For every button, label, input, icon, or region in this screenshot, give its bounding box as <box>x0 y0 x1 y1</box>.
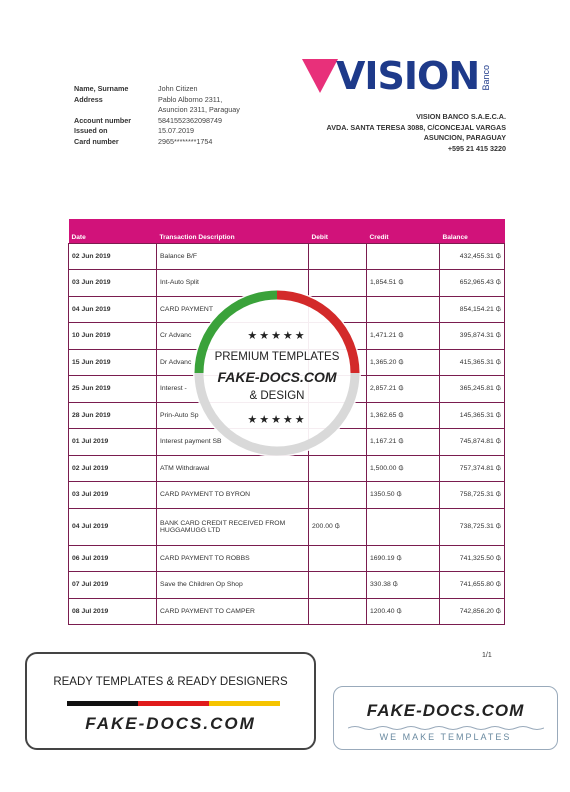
holder-label <box>74 105 158 116</box>
holder-value: 2965********1754 <box>158 136 213 146</box>
holder-row <box>74 105 240 116</box>
row-balance: 741,325.50 ₲ <box>440 545 505 572</box>
bank-line: VISION BANCO S.A.E.C.A. <box>416 112 506 121</box>
table-row <box>69 243 505 270</box>
row-balance: 854,154.21 ₲ <box>440 296 505 323</box>
row-description: Balance B/F <box>157 243 309 270</box>
row-debit <box>309 545 367 572</box>
stamp-stars-bottom: ★★★★★ <box>247 414 307 426</box>
row-balance: 758,725.31 ₲ <box>440 482 505 509</box>
bank-line: ASUNCION, PARAGUAY <box>423 133 506 143</box>
bank-line: +595 21 415 3220 <box>447 143 506 153</box>
row-description: Interest payment SB <box>157 429 309 456</box>
row-description: Interest - <box>157 376 309 403</box>
row-credit: 1200.40 ₲ <box>367 598 440 625</box>
row-date: 06 Jul 2019 <box>69 545 157 572</box>
holder-label: Card number <box>74 136 119 146</box>
holder-value: 5841552362098749 <box>158 115 222 125</box>
holder-label: Address <box>74 94 103 104</box>
row-credit: 1,471.21 ₲ <box>367 323 440 350</box>
stamp-line-2: FAKE-DOCS.COM <box>217 369 337 385</box>
row-date: 10 Jun 2019 <box>69 323 157 350</box>
row-credit: 1,362.65 ₲ <box>367 402 440 429</box>
row-date: 15 Jun 2019 <box>69 349 157 376</box>
row-date: 02 Jul 2019 <box>69 455 157 482</box>
row-credit <box>367 243 440 270</box>
holder-row <box>74 116 240 127</box>
row-balance: 745,874.81 ₲ <box>440 429 505 456</box>
header-debit: Debit <box>309 219 367 243</box>
flag-stripe-black <box>67 701 138 706</box>
holder-label: Account number <box>74 115 132 125</box>
table-row <box>69 598 505 625</box>
watermark-stamp <box>193 289 361 457</box>
row-balance: 145,365.31 ₲ <box>440 402 505 429</box>
row-description: CARD PAYMENT TO BYRON <box>157 482 309 509</box>
header-balance: Balance <box>440 219 505 243</box>
header-date: Date <box>69 219 157 243</box>
row-date: 07 Jul 2019 <box>69 572 157 599</box>
bank-logo <box>302 54 492 98</box>
row-credit: 1350.50 ₲ <box>367 482 440 509</box>
row-balance: 742,856.20 ₲ <box>440 598 505 625</box>
holder-row <box>74 84 240 95</box>
table-row <box>69 455 505 482</box>
row-balance: 652,965.43 ₲ <box>440 270 505 297</box>
row-description: Int-Auto Split <box>157 270 309 297</box>
row-debit <box>309 572 367 599</box>
row-debit <box>309 598 367 625</box>
row-credit <box>367 508 440 545</box>
table-row <box>69 508 505 545</box>
row-description: Cr Advanc <box>157 323 309 350</box>
banner-brand: FAKE-DOCS.COM <box>366 701 525 720</box>
row-description: Dr Advanc <box>157 349 309 376</box>
logo-word: VISION <box>336 54 480 98</box>
row-debit <box>309 482 367 509</box>
holder-label: Issued on <box>74 126 108 136</box>
row-description: CARD PAYMENT TO CAMPER <box>157 598 309 625</box>
row-balance: 741,655.80 ₲ <box>440 572 505 599</box>
row-debit <box>309 455 367 482</box>
promo-banner-left <box>25 652 316 750</box>
row-balance: 415,365.31 ₲ <box>440 349 505 376</box>
row-description: ATM Withdrawal <box>157 455 309 482</box>
row-credit: 1,854.51 ₲ <box>367 270 440 297</box>
row-credit: 2,857.21 ₲ <box>367 376 440 403</box>
row-date: 04 Jun 2019 <box>69 296 157 323</box>
row-balance: 432,455.31 ₲ <box>440 243 505 270</box>
row-credit <box>367 296 440 323</box>
row-date: 03 Jun 2019 <box>69 270 157 297</box>
row-date: 28 Jun 2019 <box>69 402 157 429</box>
holder-row <box>74 95 240 106</box>
row-balance: 757,374.81 ₲ <box>440 455 505 482</box>
account-holder-info <box>74 84 240 148</box>
holder-value: John Citizen <box>158 84 198 93</box>
bank-line: AVDA. SANTA TERESA 3088, C/CONCEJAL VARGAS <box>326 122 506 132</box>
row-balance: 395,874.31 ₲ <box>440 323 505 350</box>
bank-address <box>327 112 506 154</box>
banner-tagline: READY TEMPLATES & READY DESIGNERS <box>53 676 288 688</box>
stamp-line-1: PREMIUM TEMPLATES <box>214 351 340 363</box>
logo-v-mark-icon <box>302 59 338 93</box>
row-date: 08 Jul 2019 <box>69 598 157 625</box>
table-row <box>69 545 505 572</box>
row-credit: 330.38 ₲ <box>367 572 440 599</box>
banner-slogan: WE MAKE TEMPLATES <box>379 732 512 742</box>
row-debit: 200.00 ₲ <box>309 508 367 545</box>
row-description: Save the Children Op Shop <box>157 572 309 599</box>
holder-value: 15.07.2019 <box>158 126 194 136</box>
row-credit: 1,500.00 ₲ <box>367 455 440 482</box>
stamp-stars-top: ★★★★★ <box>247 330 307 342</box>
row-credit: 1,167.21 ₲ <box>367 429 440 456</box>
holder-row <box>74 126 240 137</box>
stamp-line-3: & DESIGN <box>249 390 305 402</box>
row-description: CARD PAYMENT TO ROBBS <box>157 545 309 572</box>
row-description: CARD PAYMENT <box>157 296 309 323</box>
row-date: 25 Jun 2019 <box>69 376 157 403</box>
table-header-row <box>69 219 505 243</box>
row-date: 02 Jun 2019 <box>69 243 157 270</box>
wave-line-icon <box>348 725 544 731</box>
banner-brand: FAKE-DOCS.COM <box>85 714 256 733</box>
flag-stripe-red <box>138 701 209 706</box>
row-description: BANK CARD CREDIT RECEIVED FROM HUGGAMUGG LTD <box>157 508 309 545</box>
row-balance: 738,725.31 ₲ <box>440 508 505 545</box>
table-row <box>69 572 505 599</box>
holder-label: Name, Surname <box>74 84 129 93</box>
header-credit: Credit <box>367 219 440 243</box>
row-date: 03 Jul 2019 <box>69 482 157 509</box>
holder-row <box>74 137 240 148</box>
row-date: 01 Jul 2019 <box>69 429 157 456</box>
holder-value: Asuncion 2311, Paraguay <box>158 105 240 115</box>
table-row <box>69 482 505 509</box>
row-balance: 365,245.81 ₲ <box>440 376 505 403</box>
promo-banner-right <box>333 686 558 750</box>
row-date: 04 Jul 2019 <box>69 508 157 545</box>
row-credit: 1690.19 ₲ <box>367 545 440 572</box>
flag-stripe-yellow <box>209 701 280 706</box>
page-number: 1/1 <box>482 652 492 659</box>
row-debit <box>309 243 367 270</box>
row-description: Prin-Auto Sp <box>157 402 309 429</box>
header-description: Transaction Description <box>157 219 309 243</box>
row-credit: 1,365.20 ₲ <box>367 349 440 376</box>
logo-sub: Banco <box>481 65 492 91</box>
holder-value: Pablo Alborno 2311, <box>158 94 223 104</box>
